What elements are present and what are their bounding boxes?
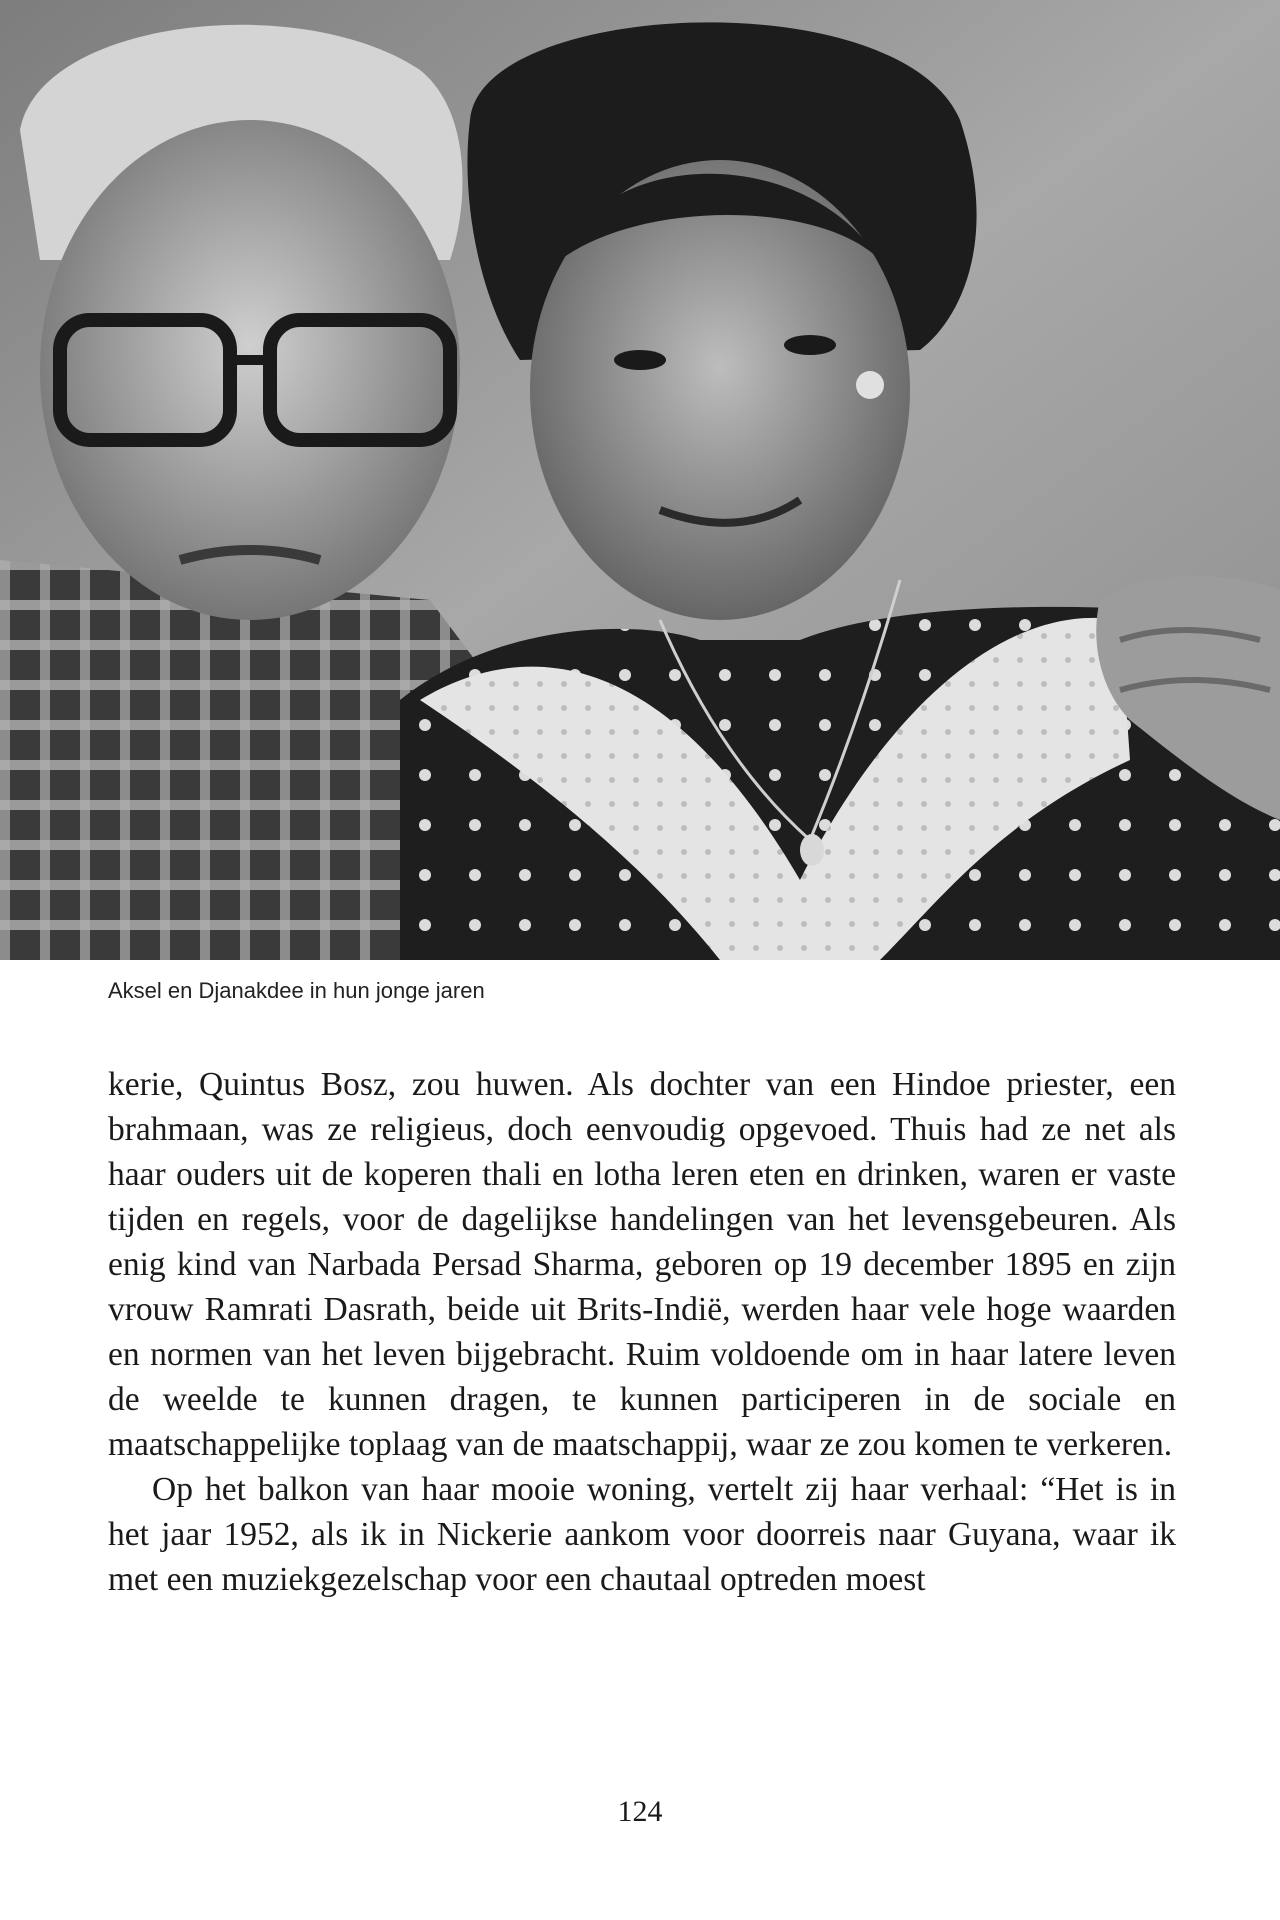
body-text: [108, 1062, 1176, 1602]
photo-caption: Aksel en Djanakdee in hun jonge jaren: [108, 978, 485, 1003]
paragraph: kerie, Quintus Bosz, zou huwen. Als dochter van een Hindoe priester, een brahmaan, was ze religieus, doch eenvoudig opgevoed. Thuis had ze net als haar ouders uit de koperen thali en lotha leren eten en drinken, waren er vaste tijden en regels, voor de dagelijkse handelingen van het levensgebeuren. Als enig kind van Narbada Persad Sharma, geboren op 19 december 1895 en zijn vrouw Ramrati Dasrath, beide uit Brits-Indië, werden haar vele hoge waarden en normen van het leven bijgebracht. Ruim voldoende om in haar latere leven de weelde te kunnen dragen, te kunnen participeren in de sociale en maatschappelijke toplaag van de maatschappij, waar ze zou komen te verkeren.: [108, 1066, 1176, 1463]
page-number: 124: [617, 1795, 663, 1828]
paragraph: Op het balkon van haar mooie woning, vertelt zij haar verhaal: “Het is in het jaar 1952, als ik in Nickerie aankom voor doorreis naar Guyana, waar ik met een muziekgezelschap voor een chautaal optreden moest: [108, 1471, 1176, 1598]
